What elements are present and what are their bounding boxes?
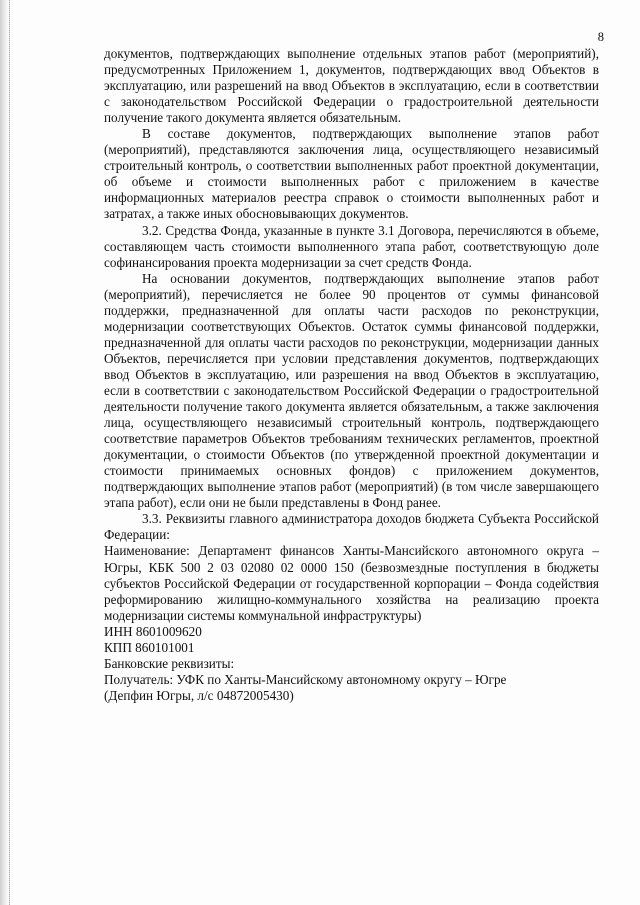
paragraph-docs-continuation: документов, подтверждающих выполнение отдельных этапов работ (мероприятий), предусмотренных Приложением 1, документов, подтверждающих ввод Объектов в эксплуатацию, или разрешений на ввод Объектов в эксплуатацию, если в соответствии с законодательством Российской Федерации о градостроительной деятельности получение такого документа является обязательным. [104, 46, 599, 126]
document-body [104, 46, 599, 704]
paragraph-clause-3-3: 3.3. Реквизиты главного администратора доходов бюджета Субъекта Российской Федерации: [104, 511, 599, 543]
paragraph-administrator-name: Наименование: Департамент финансов Ханты-Мансийского автономного округа – Югры, КБК 500 2 03 02080 02 0000 150 (безвозмездные поступления в бюджеты субъектов Российской Федерации от государственной корпорации – Фонда содействия реформированию жилищно-коммунального хозяйства на реализацию проекта модернизации системы коммунальной инфраструктуры) [104, 543, 599, 623]
line-bank-details-heading: Банковские реквизиты: [104, 655, 235, 671]
paragraph-docs-composition: В составе документов, подтверждающих выполнение этапов работ (мероприятий), представляются заключения лица, осуществляющего независимый строительный контроль, о соответствии выполненных работ проектной документации, об объеме и стоимости выполненных работ с приложением в качестве информационных материалов реестра справок о стоимости выполненных работ и затратах, а также иных обосновывающих документов. [104, 126, 599, 222]
line-recipient: Получатель: УФК по Ханты-Мансийскому автономному округу – Югре [104, 671, 507, 687]
paragraph-transfer-conditions: На основании документов, подтверждающих выполнение этапов работ (мероприятий), перечисляется не более 90 процентов от суммы финансовой поддержки, предназначенной для оплаты части расходов по реконструкции, модернизации соответствующих Объектов. Остаток суммы финансовой поддержки, предназначенной для оплаты части расходов по реконструкции, модернизации данных Объектов, перечисляется при условии представления документов, подтверждающих ввод Объектов в эксплуатацию, или разрешения на ввод Объектов в эксплуатацию, если в соответствии с законодательством Российской Федерации о градостроительной деятельности получение такого документа является обязательным, а также заключения лица, осуществляющего независимый строительный контроль, подтверждающего соответствие параметров Объектов требованиям технических регламентов, проектной документации, о стоимости Объектов (по утвержденной проектной документации и стоимости принимаемых основных фондов) с приложением документов, подтверждающих выполнение этапов работ (мероприятий) (в том числе завершающего этапа работ), если они не были представлены в Фонд ранее. [104, 270, 599, 511]
page-number: 8 [597, 30, 604, 44]
line-recipient-account: (Депфин Югры, л/с 04872005430) [104, 687, 294, 703]
line-inn: ИНН 8601009620 [104, 623, 202, 639]
scan-binding-edge [0, 0, 10, 905]
paragraph-clause-3-2: 3.2. Средства Фонда, указанные в пункте 3.1 Договора, перечисляются в объеме, составляющем часть стоимости выполненного этапа работ, соответствующую доле софинансирования проекта модернизации за счет средств Фонда. [104, 222, 599, 270]
line-kpp: КПП 860101001 [104, 639, 195, 655]
